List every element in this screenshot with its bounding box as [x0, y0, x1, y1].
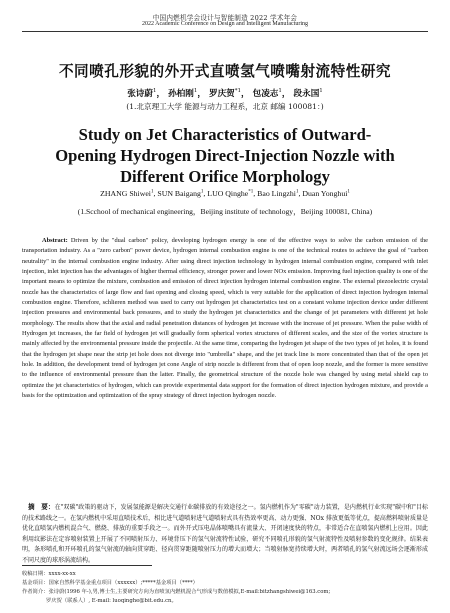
- author-name: Bao Lingzhi: [257, 189, 296, 198]
- abstract-text-en: Driven by the "dual carbon" policy, developing hydrogen energy is one of the effective ways to solve the carbon emission of the transportation industry. As a "zero carbon" power device, hydrogen internal combustion engine is one of the technical routes to achieve the goal of "carbon neutrality" in the internal combustion engine industry. After using direct injection technology in hydrogen internal combustion engine, compared with inlet injection, inlet injection has the advantages of higher thermal efficiency, stronger power and lower NOx emission. Improving fuel injection quality is one of the important means to optimize the mixture, combustion and emission of direct injection hydrogen internal combustion engine. The external piezoelectric crystal nozzle has the characteristics of large flow and fast opening and closing speed, which is very suitable for the application of direct injection hydrogen internal combustion engine. Therefore, schlieren method was used to carry out hydrogen jet characteristics test on a constant volume injection device under different injection pressures and environmental back pressures, and to study the hydrogen jet characteristics and the change of jet parameters with different jet hole morphology. The results show that the axial and radial penetration distances of hydrogen jet increase with the increase of jet pressure. When the pulse width of Hydrogen jet increases, the far field of hydrogen jet will gradually form spherical vortex structures of different scales, and the size of the vortex structure is mainly affected by the environmental pressure inside the projectile. At the same time, comparing the hydrogen jet shape of the two types of jet holes, it is found that the hydrogen jet shape near the strip jet hole does not diverge into "umbrella" shape, and the jet track line is more concentrated than that of the open jet hole. In addition, the development trend of hydrogen jet cone Angle of strip nozzle is different from that of open loop nozzle, and the former is more sensitive to the influence of environmental pressure than the latter. Finally, the geometrical structure of the nozzle hole was changed by using metal shield cap to optimize the jet characteristics of hydrogen, which can provide experimental data support for the formation of direct injection hydrogen mixture, and provide a basis for the optimization and optimization of the spray strategy of direct injection hydrogen nozzle.: [22, 237, 428, 400]
- author-affil-mark: 1: [319, 88, 323, 95]
- author-name: ZHANG Shiwei: [100, 189, 151, 198]
- footnote-fund: 基金项目：国家自然科学基金重点项目（xxxxxx）;*****基金项目（****）: [22, 579, 198, 586]
- author-name: 包凌志: [252, 89, 279, 99]
- author-affil-mark: 1: [278, 88, 282, 95]
- footnote-author: 作者简介：张诗蔚(1996 年-),男,博士生,主要研究方向为直喷氢内燃机混合气形成与数值模拟,E-mail:bitzhangshiwei@163.com;: [22, 588, 331, 595]
- author-name: 张诗蔚: [127, 89, 153, 99]
- author-name: Duan Yonghui: [302, 189, 348, 198]
- author-affil-mark: 1: [152, 88, 157, 95]
- header-rule: [22, 31, 428, 32]
- footnote-rule: [22, 565, 152, 566]
- author-affil-mark: 1: [150, 189, 154, 195]
- paper-title-en: Study on Jet Characteristics of Outward-Opening Hydrogen Direct-Injection Nozzle with Different Orifice Morphology: [55, 125, 395, 186]
- author-list-en: ZHANG Shiwei$^1$, SUN Baigang$^1$, LUO Qinghe$^{*1}$, Bao Lingzhi$^1$, Duan Yonghui$^1$: [100, 189, 350, 198]
- running-header-en: 2022 Academic Conference on Design and Intelligent Manufacturing: [141, 21, 309, 27]
- author-affil-mark: 1: [200, 189, 204, 195]
- abstract-text-cn: 在"双碳"政策的驱动下，发展氢能源是解决交通行业碳排放的有效途径之一。氢内燃机作为"零碳"动力装置，是内燃机行业实现"碳中和"目标的技术路线之一。在氢内燃机中采用直喷技术后，相比进气道喷射进气道喷射式具有热效率更高、动力更强、NOx 排放更低等优点，提高燃料喷射质量是优化直喷氢内燃机混合气、燃烧、排放的重要手段之一。而外开式压电晶体喷嘴具有流量大、开闭速度快的特点，非常适合在直喷氢内燃机上应用。因此利用纹影法在定容喷射装置上开展了不同喷射压力、环境背压下的氢气射流特性试验，研究不同喷孔形貌的氢气射流特性及喷射参数的变化规律。结果表明，条形喷孔和开环喷孔的氢气射流的轴向贯穿距、径向贯穿距随喷射压力的增大而增大；当喷射脉宽持续增大时，两者喷孔的氢气射流远场会逐渐形成不同尺度的球形涡流结构。: [22, 504, 429, 564]
- paper-title-cn: 不同喷孔形貌的外开式直喷氢气喷嘴射流特性研究: [58, 63, 392, 80]
- abstract-label-en: Abstract:: [42, 237, 68, 244]
- author-name: 孙柏刚: [168, 89, 194, 99]
- author-name: SUN Baigang: [157, 189, 201, 198]
- author-name: 段永国: [293, 89, 320, 99]
- footnotes: [22, 570, 428, 606]
- author-name: LUO Qinghe: [207, 189, 249, 198]
- affiliation-en: (1.Scchool of mechanical engineering，Beijing institute of technology，Beijing 100081, China): [77, 207, 373, 216]
- author-affil-mark: 1: [347, 189, 350, 195]
- abstract-en: [22, 236, 428, 402]
- author-list-cn: 张诗蔚$^1$， 孙柏刚$^1$， 罗庆贺$^{*1}$， 包凌志$^1$， 段永国$^1$: [127, 88, 323, 99]
- footnote-received: 收稿日期：xxxx-xx-xx: [22, 571, 76, 577]
- abstract-cn: [22, 502, 428, 566]
- author-affil-mark: 1: [193, 88, 198, 95]
- author-affil-mark: *1: [248, 189, 254, 195]
- affiliation-cn: (1.北京理工大学 能源与动力工程系，北京 邮编 100081：): [126, 102, 324, 111]
- author-affil-mark: 1: [295, 189, 299, 195]
- author-name: 罗庆贺: [208, 89, 235, 99]
- abstract-label-cn: 摘 要：: [28, 503, 55, 511]
- running-header-cn: 中国内燃机学会设计与智能制造 2022 学术年会: [152, 14, 298, 22]
- author-affil-mark: *1: [234, 88, 242, 95]
- footnote-corresponding: 罗庆贺（联系人）, E-mail: luoqinghe@bit.edu.cn。: [46, 597, 177, 604]
